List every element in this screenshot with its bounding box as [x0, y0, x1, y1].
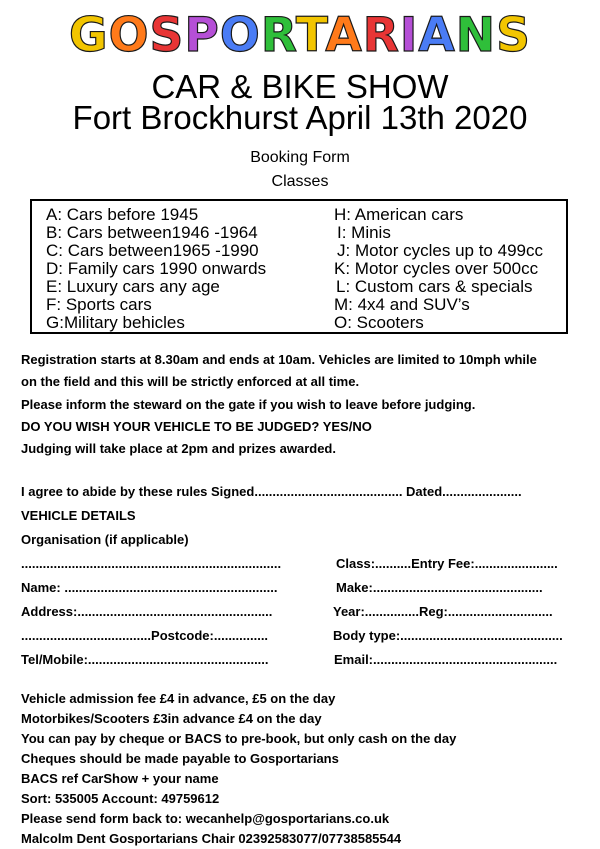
body-type-field: Body type:............................................. [333, 628, 563, 643]
class-m: M: 4x4 and SUV’s [334, 295, 470, 314]
cheque-payee-info: Cheques should be made payable to Gosportarians [21, 751, 339, 766]
class-i: I: Minis [337, 223, 391, 242]
vehicle-fee-info: Vehicle admission fee £4 in advance, £5 on the day [21, 691, 336, 706]
logo-letter: P [184, 8, 220, 63]
return-email-info: Please send form back to: wecanhelp@gosportarians.co.uk [21, 811, 390, 826]
organisation-label: Organisation (if applicable) [21, 532, 189, 547]
bank-details: Sort: 535005 Account: 49759612 [21, 791, 220, 806]
year-reg-field: Year:...............Reg:............................. [333, 604, 553, 619]
class-l: L: Custom cars & specials [336, 277, 533, 296]
logo-letter: A [325, 8, 363, 63]
logo-letter: S [496, 8, 531, 63]
organisation-field: ........................................................................ [21, 556, 282, 571]
agreement-signature-line: I agree to abide by these rules Signed......................................... Dated...................... [21, 484, 522, 499]
logo-letter: O [219, 8, 261, 63]
class-e: E: Luxury cars any age [46, 277, 220, 296]
rules-line-1: Registration starts at 8.30am and ends at 10am. Vehicles are limited to 10mph while [21, 352, 537, 367]
class-g: G:Military behicles [46, 313, 185, 332]
class-a: A: Cars before 1945 [46, 205, 199, 224]
logo-letter: R [362, 8, 400, 63]
payment-method-info: You can pay by cheque or BACS to pre-book, but only cash on the day [21, 731, 457, 746]
logo-letter: N [455, 8, 497, 63]
judging-question: DO YOU WISH YOUR VEHICLE TO BE JUDGED? YES/NO [21, 419, 372, 434]
class-entry-fee-field: Class:..........Entry Fee:....................... [336, 556, 558, 571]
class-k: K: Motor cycles over 500cc [334, 259, 539, 278]
logo-letter: I [399, 8, 419, 63]
show-title: CAR & BIKE SHOW [151, 68, 449, 105]
bacs-ref-info: BACS ref CarShow + your name [21, 771, 219, 786]
name-field: Name: ........................................................... [21, 580, 278, 595]
judging-time: Judging will take place at 2pm and prizes awarded. [21, 441, 336, 456]
motorbike-fee-info: Motorbikes/Scooters £3in advance £4 on the day [21, 711, 322, 726]
class-j: J: Motor cycles up to 499cc [337, 241, 543, 260]
vehicle-details-heading: VEHICLE DETAILS [21, 508, 136, 523]
show-venue-date: Fort Brockhurst April 13th 2020 [72, 99, 528, 136]
rules-line-3: Please inform the steward on the gate if you wish to leave before judging. [21, 397, 476, 412]
class-f: F: Sports cars [46, 295, 152, 314]
classes-heading: Classes [271, 173, 329, 190]
class-b: B: Cars between1946 -1964 [46, 223, 258, 242]
classes-box [30, 199, 568, 334]
logo-letter: T [295, 8, 326, 63]
logo-letter: R [260, 8, 296, 63]
gosportarians-logo [0, 6, 600, 66]
address-field: Address:...................................................... [21, 604, 273, 619]
logo-letter: O [108, 8, 150, 63]
logo-letter: S [149, 8, 185, 63]
logo-letter: A [418, 8, 456, 63]
rules-line-2: on the field and this will be strictly enforced at all time. [21, 374, 360, 389]
class-d: D: Family cars 1990 onwards [46, 259, 267, 278]
logo-letter: G [69, 8, 109, 63]
make-field: Make:............................................... [336, 580, 543, 595]
postcode-field: ....................................Postcode:............... [21, 628, 269, 643]
class-o: O: Scooters [334, 313, 424, 332]
class-h: H: American cars [334, 205, 464, 224]
tel-mobile-field: Tel/Mobile:.................................................. [21, 652, 269, 667]
booking-form-heading: Booking Form [250, 149, 350, 166]
class-c: C: Cars between1965 -1990 [46, 241, 259, 260]
email-field: Email:................................................... [334, 652, 558, 667]
contact-info: Malcolm Dent Gosportarians Chair 02392583077/07738585544 [21, 831, 402, 846]
